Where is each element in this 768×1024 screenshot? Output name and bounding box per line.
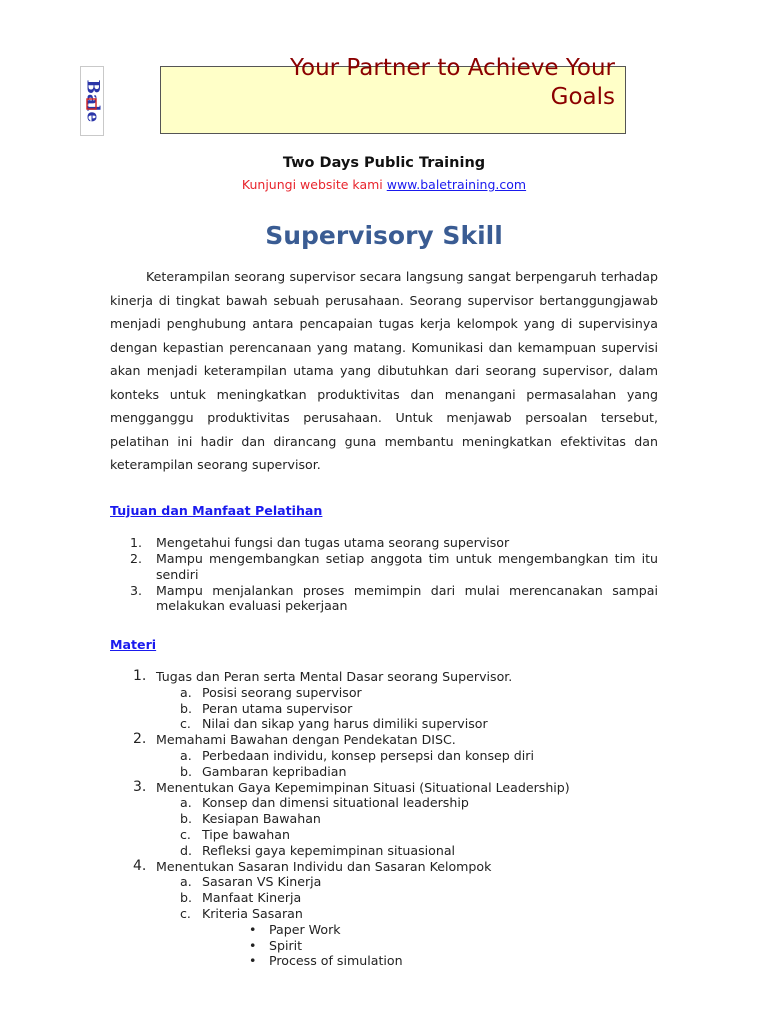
sub-item [180, 843, 661, 859]
intro-paragraph [110, 265, 658, 477]
logo-text: Bale [82, 79, 103, 123]
list-number: 1. [133, 668, 147, 684]
list-item-text: Memahami Bawahan dengan Pendekatan DISC. [156, 732, 456, 748]
list-item-text: Mampu mengembangkan setiap anggota tim untuk mengembangkan tim itu sendiri [156, 551, 658, 582]
sub-item-text: Perbedaan individu, konsep persepsi dan konsep diri [202, 747, 534, 763]
bullet-item [249, 938, 661, 954]
list-item [133, 732, 661, 779]
list-number: 2. [130, 551, 143, 566]
sub-item [180, 716, 661, 732]
list-number: 2. [133, 731, 147, 748]
website-line [0, 177, 768, 192]
goals-heading[interactable]: Tujuan dan Manfaat Pelatihan [110, 503, 323, 518]
sub-list [180, 685, 661, 732]
sub-item [180, 890, 661, 906]
sub-letter: c. [180, 716, 191, 732]
bullet-item [249, 953, 661, 969]
sub-item [180, 906, 661, 969]
sub-letter: d. [180, 842, 192, 858]
list-item [130, 535, 658, 551]
page-title: Supervisory Skill [265, 221, 503, 250]
sub-list [180, 795, 661, 858]
sub-item-text: Gambaran kepribadian [202, 763, 347, 779]
sub-letter: a. [180, 795, 192, 811]
list-item-text: Menentukan Sasaran Individu dan Sasaran Kelompok [156, 858, 492, 874]
sub-item-text: Kriteria Sasaran [202, 905, 303, 921]
sub-item [180, 811, 661, 827]
list-number: 4. [133, 857, 147, 874]
bullet-list [249, 922, 661, 969]
slogan-text [195, 54, 615, 112]
company-logo [80, 66, 104, 136]
training-subtitle: Two Days Public Training [282, 155, 486, 171]
sub-item-text: Kesiapan Bawahan [202, 811, 321, 827]
materi-list [133, 669, 661, 969]
sub-item-text: Peran utama supervisor [202, 700, 353, 716]
sub-item [180, 748, 661, 764]
bullet-icon: • [249, 953, 257, 969]
slogan-line-2: Goals [550, 84, 615, 110]
list-item [133, 780, 661, 859]
slogan-banner [160, 55, 626, 134]
bullet-text: Paper Work [269, 921, 341, 937]
website-link[interactable]: www.baletraining.com [386, 177, 527, 192]
sub-letter: c. [180, 905, 191, 921]
list-item-text: Mampu menjalankan proses memimpin dari mulai merencanakan sampai melakukan evaluasi pekerjaan [156, 582, 658, 613]
sub-letter: b. [180, 811, 192, 827]
sub-item-text: Posisi seorang supervisor [202, 684, 362, 700]
sub-item [180, 795, 661, 811]
website-prefix: Kunjungi website kami [241, 177, 387, 192]
bullet-text: Process of simulation [269, 953, 403, 969]
bullet-item [249, 922, 661, 938]
list-item [133, 669, 661, 732]
sub-item [180, 874, 661, 890]
list-item [130, 551, 658, 582]
sub-item [180, 701, 661, 717]
sub-item [180, 764, 661, 780]
goals-list [130, 535, 658, 614]
list-number: 1. [130, 535, 143, 550]
bullet-text: Spirit [269, 937, 303, 953]
sub-list [180, 874, 661, 969]
bullet-icon: • [249, 937, 257, 953]
list-item-text: Tugas dan Peran serta Mental Dasar seorang Supervisor. [156, 669, 513, 684]
intro-text: Keterampilan seorang supervisor secara langsung sangat berpengaruh terhadap kinerja di tingkat bawah sebuah perusahaan. Seorang supervisor bertanggungjawab menjadi penghubung antara pencapaian tugas kerja kelompok yang di supervisinya dengan kepastian perencanaan yang matang. Komunikasi dan kemampuan supervisi akan menjadi keterampilan utama yang dibutuhkan dari seorang supervisor, dalam konteks untuk meningkatkan produktivitas dan menangani permasalahan yang mengganggu produktivitas perusahaan. Untuk menjawab persoalan tersebut, pelatihan ini hadir dan dirancang guna membantu meningkatkan efektivitas dan keterampilan seorang supervisor. [110, 269, 658, 472]
bullet-icon: • [249, 921, 257, 937]
list-item-text: Menentukan Gaya Kepemimpinan Situasi (Situational Leadership) [156, 779, 570, 795]
sub-letter: b. [180, 890, 192, 906]
sub-letter: b. [180, 700, 192, 716]
list-item [133, 859, 661, 970]
sub-item-text: Refleksi gaya kepemimpinan situasional [202, 842, 456, 858]
list-number: 3. [133, 778, 147, 795]
sub-letter: b. [180, 763, 192, 779]
sub-item [180, 827, 661, 843]
sub-item-text: Konsep dan dimensi situational leadership [202, 795, 469, 811]
sub-letter: c. [180, 826, 191, 842]
sub-item [180, 685, 661, 701]
sub-item-text: Nilai dan sikap yang harus dimiliki supervisor [202, 716, 488, 732]
sub-letter: a. [180, 874, 192, 890]
list-item-text: Mengetahui fungsi dan tugas utama seorang supervisor [156, 535, 510, 550]
sub-letter: a. [180, 747, 192, 763]
sub-list [180, 748, 661, 780]
list-number: 3. [130, 582, 143, 598]
materi-heading[interactable]: Materi [110, 637, 157, 652]
sub-letter: a. [180, 684, 192, 700]
sub-item-text: Manfaat Kinerja [202, 890, 302, 906]
slogan-line-1: Your Partner to Achieve Your [290, 55, 615, 81]
sub-item-text: Sasaran VS Kinerja [202, 874, 322, 890]
sub-item-text: Tipe bawahan [202, 826, 290, 842]
list-item [130, 583, 658, 614]
